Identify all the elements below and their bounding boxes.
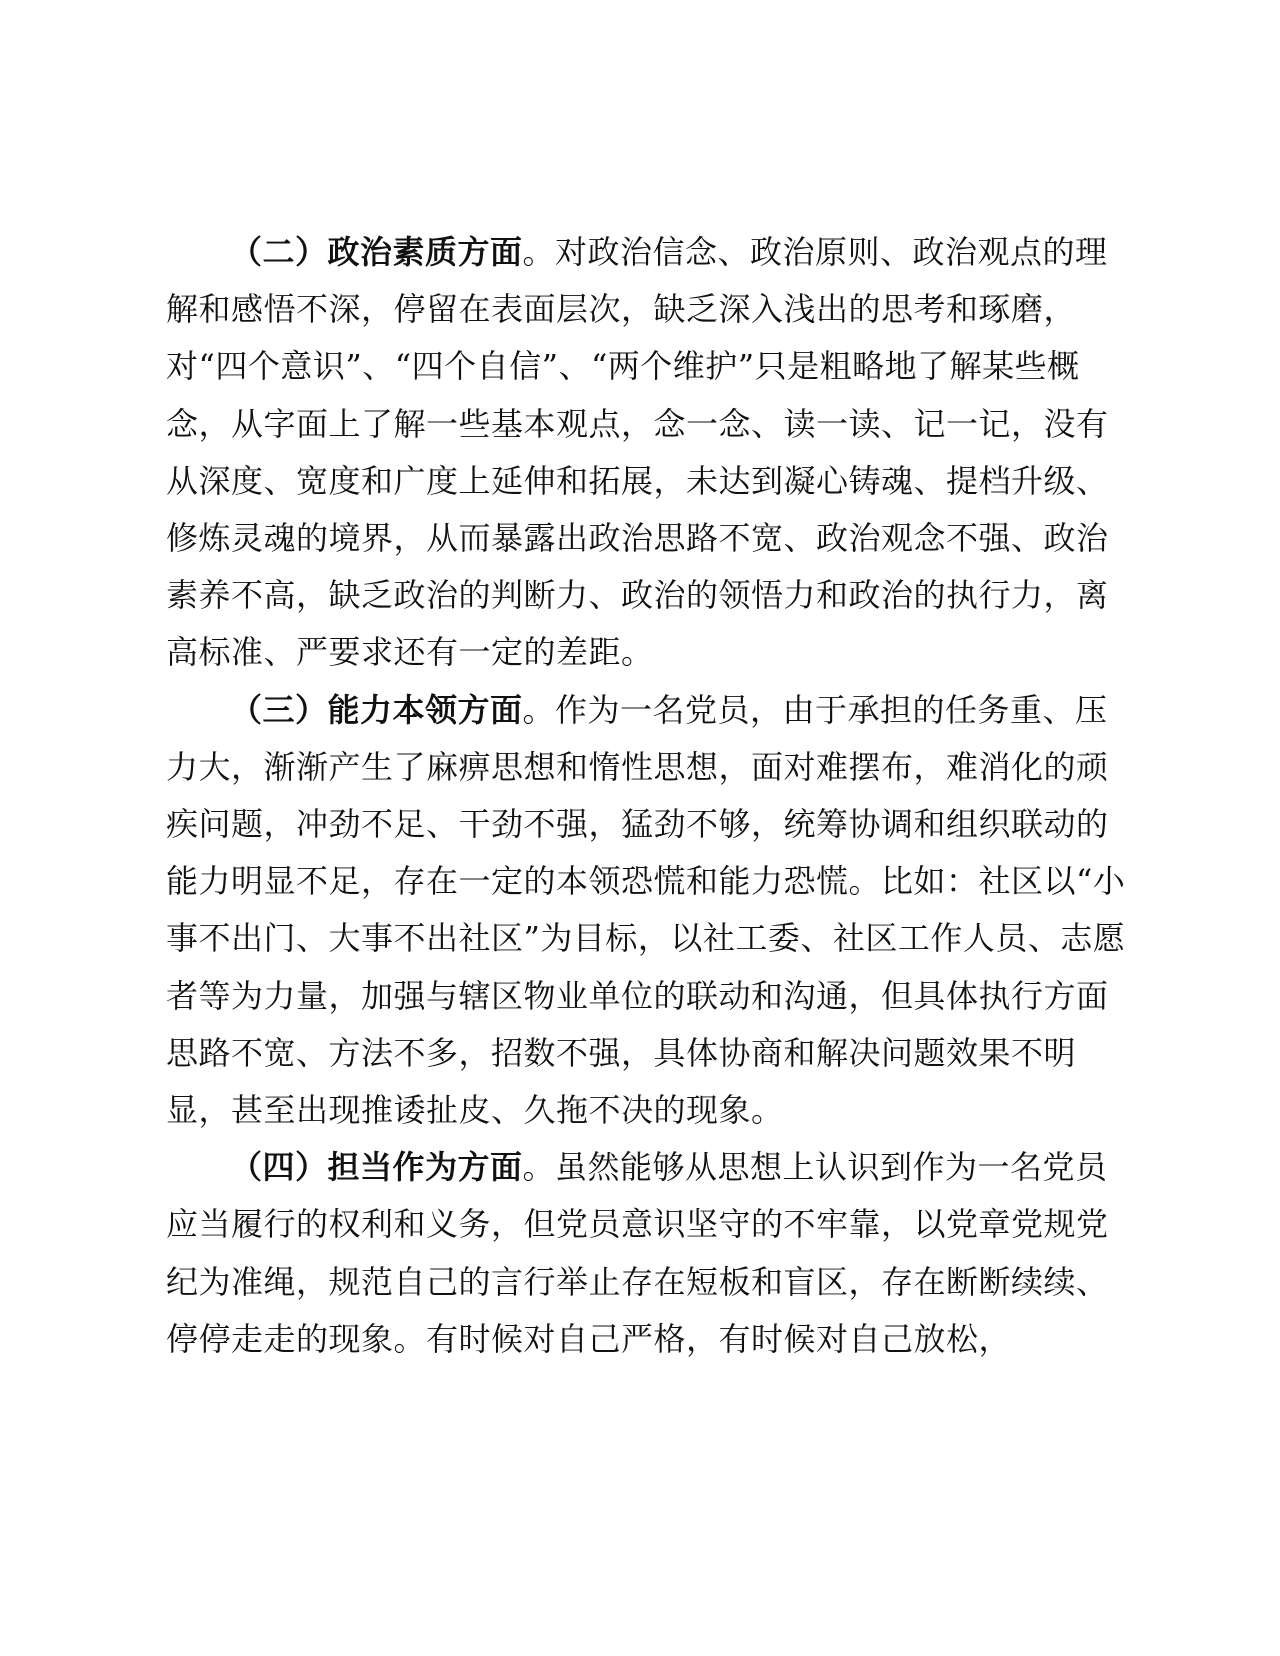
document-body <box>166 224 1126 1368</box>
paragraph-text: 。虽然能够从思想上认识到作为一名党员应当履行的权利和义务，但党员意识坚守的不牢靠，以党章党规党纪为准绳，规范自己的言行举止存在短板和盲区，存在断断续续、停停走走的现象。有时候对自己严格，有时候对自己放松， <box>166 1148 1109 1358</box>
paragraph-text: 。对政治信念、政治原则、政治观点的理解和感悟不深，停留在表面层次，缺乏深入浅出的思考和琢磨，对“四个意识”、“四个自信”、“两个维护”只是粗略地了解某些概念，从字面上了解一些基本观点，念一念、读一读、记一记，没有从深度、宽度和广度上延伸和拓展，未达到凝心铸魂、提档升级、修炼灵魂的境界，从而暴露出政治思路不宽、政治观念不强、政治素养不高，缺乏政治的判断力、政治的领悟力和政治的执行力，离高标准、严要求还有一定的差距。 <box>166 233 1109 672</box>
paragraph-responsibility <box>166 1139 1126 1368</box>
paragraph-heading: （三）能力本领方面 <box>230 690 523 729</box>
paragraph-heading: （四）担当作为方面 <box>230 1148 523 1187</box>
paragraph-text: 。作为一名党员，由于承担的任务重、压力大，渐渐产生了麻痹思想和惰性思想，面对难摆布，难消化的顽疾问题，冲劲不足、干劲不强，猛劲不够，统筹协调和组织联动的能力明显不足，存在一定的本领恐慌和能力恐慌。比如：社区以“小事不出门、大事不出社区”为目标，以社工委、社区工作人员、志愿者等为力量，加强与辖区物业单位的联动和沟通，但具体执行方面思路不宽、方法不多，招数不强，具体协商和解决问题效果不明显，甚至出现推诿扯皮、久拖不决的现象。 <box>166 690 1126 1130</box>
paragraph-political-quality <box>166 224 1126 682</box>
paragraph-heading: （二）政治素质方面 <box>230 233 523 271</box>
paragraph-ability <box>166 682 1126 1140</box>
